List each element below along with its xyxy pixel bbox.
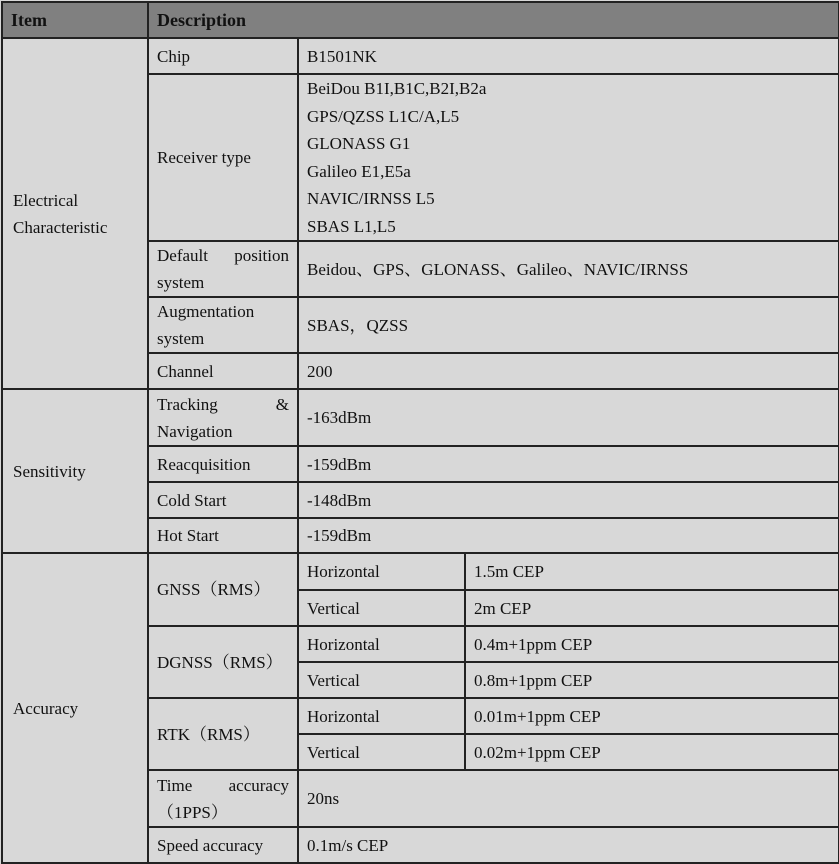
header-item: Item xyxy=(2,2,148,38)
axis-label: Horizontal xyxy=(298,553,465,590)
label-line: Default position xyxy=(157,246,289,265)
row-value: 200 xyxy=(298,353,839,389)
row-label xyxy=(148,241,298,297)
axis-label: Vertical xyxy=(298,734,465,770)
list-item: GLONASS G1 xyxy=(307,134,411,153)
row-label: Hot Start xyxy=(148,518,298,553)
row-label xyxy=(148,297,298,353)
specification-table xyxy=(1,1,839,864)
axis-label: Vertical xyxy=(298,590,465,626)
row-label: Cold Start xyxy=(148,482,298,518)
row-value: 0.02m+1ppm CEP xyxy=(465,734,839,770)
row-label: Receiver type xyxy=(148,74,298,241)
row-label: GNSS（RMS） xyxy=(148,553,298,626)
category-line: Characteristic xyxy=(13,217,108,237)
axis-label: Horizontal xyxy=(298,626,465,662)
row-value: -159dBm xyxy=(298,518,839,553)
header-description: Description xyxy=(148,2,839,38)
row-label: DGNSS（RMS） xyxy=(148,626,298,698)
label-line: Augmentation xyxy=(157,302,255,321)
list-item: NAVIC/IRNSS L5 xyxy=(307,189,435,208)
header-row xyxy=(2,2,839,38)
row-value: 20ns xyxy=(298,770,839,827)
row-value: 1.5m CEP xyxy=(465,553,839,590)
row-label: Channel xyxy=(148,353,298,389)
row-value: -163dBm xyxy=(298,389,839,446)
row-value: SBAS，QZSS xyxy=(298,297,839,353)
category-electrical xyxy=(2,38,148,389)
table-row xyxy=(2,389,839,446)
row-value: -148dBm xyxy=(298,482,839,518)
label-line: Time accuracy xyxy=(157,775,289,795)
label-line: system xyxy=(157,329,205,348)
row-value: 0.01m+1ppm CEP xyxy=(465,698,839,734)
row-value: 2m CEP xyxy=(465,590,839,626)
row-label: Reacquisition xyxy=(148,446,298,482)
label-line: Navigation xyxy=(157,421,233,441)
list-item: SBAS L1,L5 xyxy=(307,216,396,236)
axis-label: Vertical xyxy=(298,662,465,698)
table-row xyxy=(2,553,839,590)
row-label: RTK（RMS） xyxy=(148,698,298,770)
list-item: BeiDou B1I,B1C,B2I,B2a xyxy=(307,79,487,98)
row-value: 0.8m+1ppm CEP xyxy=(465,662,839,698)
label-line: Tracking & xyxy=(157,394,289,414)
label-line: （1PPS） xyxy=(157,802,228,822)
list-item: Galileo E1,E5a xyxy=(307,161,411,181)
receiver-type-list xyxy=(298,74,839,241)
axis-label: Horizontal xyxy=(298,698,465,734)
row-value: 0.1m/s CEP xyxy=(298,827,839,863)
category-accuracy: Accuracy xyxy=(2,553,148,863)
row-label xyxy=(148,770,298,827)
list-item: GPS/QZSS L1C/A,L5 xyxy=(307,106,460,126)
row-label: Speed accuracy xyxy=(148,827,298,863)
row-value: 0.4m+1ppm CEP xyxy=(465,626,839,662)
label-line: system xyxy=(157,273,205,292)
row-value: B1501NK xyxy=(298,38,839,74)
row-label: Chip xyxy=(148,38,298,74)
row-value: -159dBm xyxy=(298,446,839,482)
row-value: Beidou、GPS、GLONASS、Galileo、NAVIC/IRNSS xyxy=(298,241,839,297)
category-line: Electrical xyxy=(13,190,79,210)
table-row xyxy=(2,38,839,74)
row-label xyxy=(148,389,298,446)
category-sensitivity: Sensitivity xyxy=(2,389,148,553)
